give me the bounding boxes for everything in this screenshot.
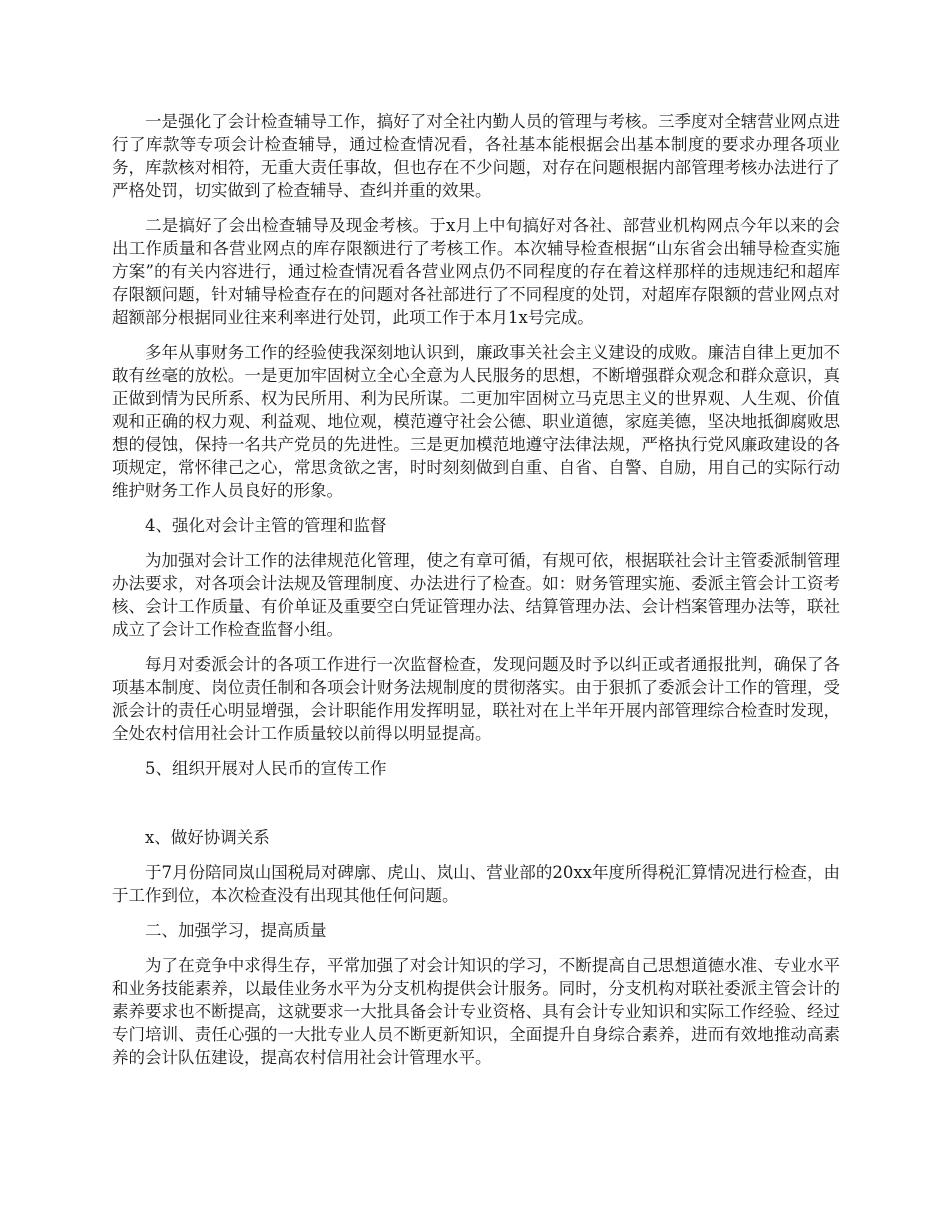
paragraph-legal-regulation: 为加强对会计工作的法律规范化管理，使之有章可循，有规可依，根据联社会计主管委派制管理办法要求，对各项会计法规及管理制度、办法进行了检查。如：财务管理实施、委派主管会计工资考核、会计工作质量、有价单证及重要空白凭证管理办法、结算管理办法、会计档案管理办法等，联社成立了会计工作检查监督小组。 — [112, 551, 840, 639]
document-body — [112, 110, 840, 1081]
section-heading-study-quality: 二、加强学习，提高质量 — [145, 921, 327, 940]
blank-gap — [112, 792, 840, 826]
paragraph-tax-inspection: 于7月份陪同岚山国税局对碑廓、虎山、岚山、营业部的20xx年度所得税汇算情况进行检查，由于工作到位，本次检查没有出现其他任何问题。 — [112, 863, 840, 905]
paragraph-monthly-supervision: 每月对委派会计的各项工作进行一次监督检查，发现问题及时予以纠正或者通报批判，确保了各项基本制度、岗位责任制和各项会计财务法规制度的贯彻落实。由于狠抓了委派会计工作的管理，受派会计的责任心明显增强，会计职能作用发挥明显，联社对在上半年开展内部管理综合检查时发现，全处农村信用社会计工作质量较以前得以明显提高。 — [112, 655, 840, 743]
section-heading-supervisor-management: 4、强化对会计主管的管理和监督 — [145, 516, 387, 535]
section-heading-rmb-publicity: 5、组织开展对人民币的宣传工作 — [145, 759, 387, 778]
paragraph-integrity: 多年从事财务工作的经验使我深刻地认识到，廉政事关社会主义建设的成败。廉洁自律上更加不敢有丝毫的放松。一是更加牢固树立全心全意为人民服务的思想，不断增强群众观念和群众意识，真正做到情为民所系、权为民所用、利为民所谋。二更加牢固树立马克思主义的世界观、人生观、价值观和正确的权力观、利益观、地位观，模范遵守社会公德、职业道德，家庭美德，坚决地抵御腐败思想的侵蚀，保持一名共产党员的先进性。三是更加模范地遵守法律法规，严格执行党风廉政建设的各项规定，常怀律己之心，常思贪欲之害，时时刻刻做到自重、自省、自警、自励，用自己的实际行动维护财务工作人员良好的形象。 — [112, 343, 840, 500]
paragraph-cash-assessment: 二是搞好了会出检查辅导及现金考核。于x月上中旬搞好对各社、部营业机构网点今年以来的会出工作质量和各营业网点的库存限额进行了考核工作。本次辅导检查根据“山东省会出辅导检查实施方案”的有关内容进行，通过检查情况看各营业网点仍不同程度的存在着这样那样的违规违纪和超库存限额问题，针对辅导检查存在的问题对各社部进行了不同程度的处罚，对超库存限额的营业网点对超额部分根据同业往来利率进行处罚，此项工作于本月1x号完成。 — [112, 216, 840, 327]
paragraph-accounting-inspection: 一是强化了会计检查辅导工作，搞好了对全社内勤人员的管理与考核。三季度对全辖营业网点进行了库款等专项会计检查辅导，通过检查情况看，各社基本能根据会出基本制度的要求办理各项业务，库款核对相符，无重大责任事故，但也存在不少问题，对存在问题根据内部管理考核办法进行了严格处罚，切实做到了检查辅导、查纠并重的效果。 — [112, 112, 840, 200]
paragraph-learning: 为了在竞争中求得生存，平常加强了对会计知识的学习，不断提高自己思想道德水准、专业水平和业务技能素养，以最佳业务水平为分支机构提供会计服务。同时，分支机构对联社委派主管会计的素养要求也不断提高，这就要求一大批具备会计专业资格、具有会计专业知识和实际工作经验、经过专门培训、责任心强的一大批专业人员不断更新知识，全面提升自身综合素养，进而有效地推动高素养的会计队伍建设，提高农村信用社会计管理水平。 — [112, 956, 840, 1067]
section-heading-coordination: x、做好协调关系 — [145, 828, 270, 847]
